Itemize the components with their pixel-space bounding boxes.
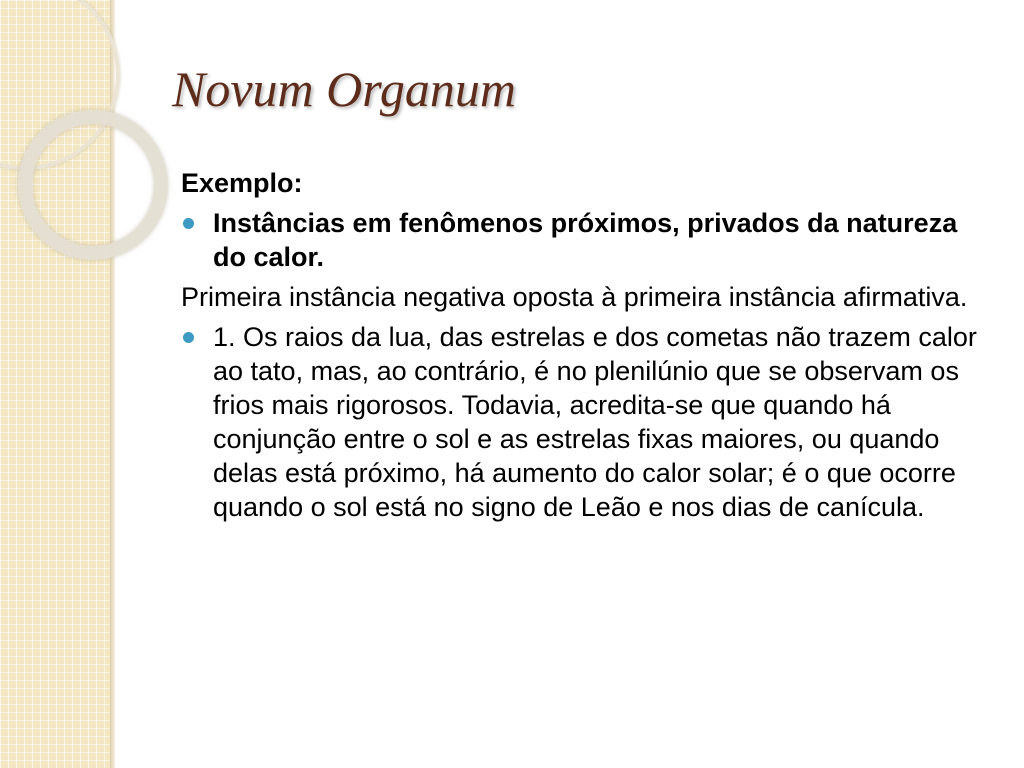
bullet-text-2: 1. Os raios da lua, das estrelas e dos cometas não trazem calor ao tato, mas, ao contrário, é no plenilúnio que se observam os frios mais rigorosos. Todavia, acredita-se que quando há conjunção entre o sol e as estrelas fixas maiores, ou quando delas está próximo, há aumento do calor solar; é o que ocorre quando o sol está no signo de Leão e nos dias de canícula. — [213, 322, 977, 522]
bullet-dot-icon — [183, 218, 194, 229]
example-heading: Exemplo: — [181, 168, 303, 198]
bullet-text-1: Instâncias em fenômenos próximos, privados da natureza do calor. — [213, 208, 958, 272]
bullet-dot-icon — [183, 332, 194, 343]
slide-title: Novum Organum — [172, 61, 516, 117]
bullet-item-1 — [181, 206, 996, 274]
bullet-item-2 — [181, 320, 996, 524]
slide-body — [181, 166, 996, 530]
decorative-ring-small — [18, 110, 168, 260]
paragraph-negative-instance: Primeira instância negativa oposta à primeira instância afirmativa. — [181, 282, 968, 312]
